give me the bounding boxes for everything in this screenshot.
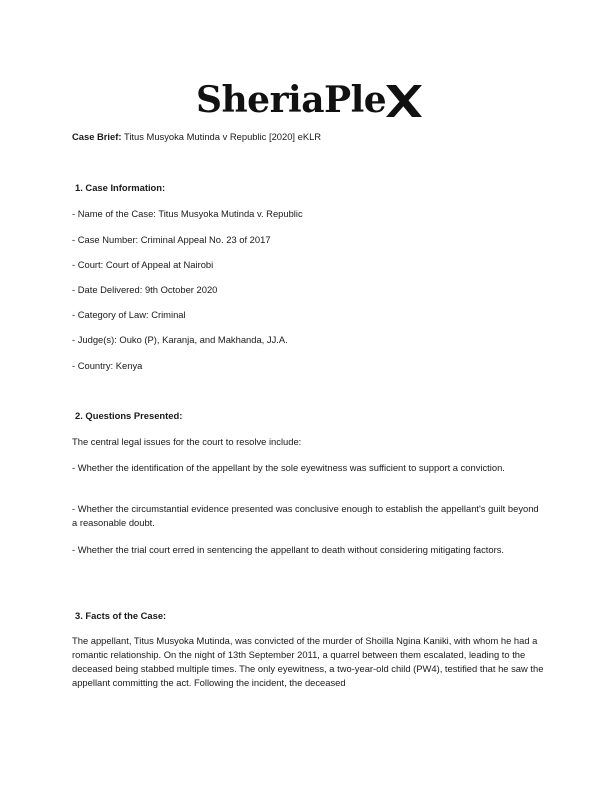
question-item: - Whether the trial court erred in sentencing the appellant to death without considering mitigating factors. <box>72 544 505 555</box>
section-heading-questions-presented: 2. Questions Presented: <box>75 410 183 421</box>
case-info-item: - Court: Court of Appeal at Nairobi <box>72 259 214 270</box>
logo-x-icon <box>384 81 424 121</box>
case-info-item: - Country: Kenya <box>72 360 143 371</box>
case-info-item: - Date Delivered: 9th October 2020 <box>72 284 218 295</box>
logo-wordmark: SheriaPle <box>196 79 387 121</box>
case-info-item: - Case Number: Criminal Appeal No. 23 of 2017 <box>72 234 271 245</box>
case-info-item: - Judge(s): Ouko (P), Karanja, and Makhanda, JJ.A. <box>72 334 288 345</box>
question-item: - Whether the identification of the appellant by the sole eyewitness was sufficient to support a conviction. <box>72 462 505 473</box>
questions-intro: The central legal issues for the court to resolve include: <box>72 436 302 447</box>
facts-paragraph: The appellant, Titus Musyoka Mutinda, was convicted of the murder of Shoilla Ngina Kaniki, with whom he had a romantic relationship. On the night of 13th September 2011, a quarrel between them escalated, leading to the deceased being stabbed multiple times. The only eyewitness, a two-year-old child (PW4), testified that he saw the appellant committing the act. Following the incident, the deceased <box>72 635 544 688</box>
question-item: - Whether the circumstantial evidence presented was conclusive enough to establish the appellant's guilt beyond a reasonable doubt. <box>72 503 539 528</box>
sheriaplex-logo <box>196 74 424 126</box>
case-brief-title: Titus Musyoka Mutinda v Republic [2020] eKLR <box>123 131 322 142</box>
section-heading-facts-of-the-case: 3. Facts of the Case: <box>75 610 167 621</box>
section-heading-case-information: 1. Case Information: <box>75 182 166 193</box>
case-info-item: - Name of the Case: Titus Musyoka Mutinda v. Republic <box>72 208 303 219</box>
case-brief-line <box>72 130 321 144</box>
case-info-item: - Category of Law: Criminal <box>72 309 186 320</box>
case-brief-label: Case Brief: <box>72 131 122 142</box>
